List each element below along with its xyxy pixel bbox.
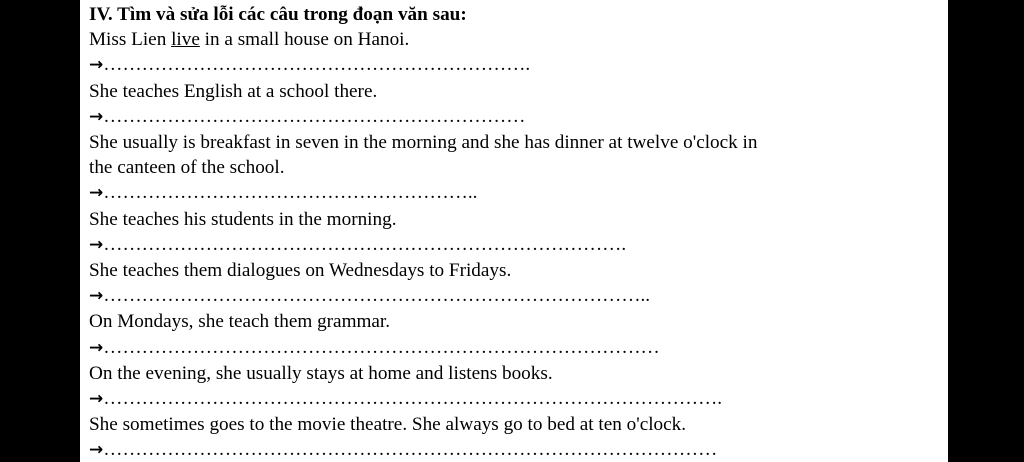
- sentence-2: She teaches English at a school there.: [89, 80, 378, 102]
- sentence-8: She sometimes goes to the movie theatre. She always go to bed at ten o'clock.: [89, 414, 687, 436]
- arrow-icon: →: [89, 286, 104, 307]
- document-page: [80, 0, 948, 462]
- arrow-icon: →: [89, 183, 104, 204]
- answer-blank-3[interactable]: …………………………………………………..: [103, 182, 478, 204]
- answer-blank-5[interactable]: …………………………………………………………………………..: [103, 285, 651, 307]
- answer-blank-2[interactable]: …………………………………………………………: [103, 105, 526, 127]
- sentence-7: On the evening, she usually stays at home and listens books.: [89, 362, 553, 384]
- sentence-3-line-1: She usually is breakfast in seven in the morning and she has dinner at twelve o'clock in: [89, 132, 758, 154]
- sentence-1-before: Miss Lien: [89, 29, 172, 51]
- arrow-icon: →: [89, 234, 104, 255]
- arrow-icon: →: [89, 106, 104, 127]
- answer-line-7: [89, 386, 757, 412]
- answer-blank-6[interactable]: ……………………………………………………………………………: [103, 336, 660, 358]
- sentence-4: She teaches his students in the morning.: [89, 208, 397, 230]
- sentence-3-line-2: the canteen of the school.: [89, 157, 285, 179]
- sentence-5: She teaches them dialogues on Wednesdays to Fridays.: [89, 260, 512, 282]
- answer-blank-8[interactable]: ……………………………………………………………………………………: [103, 439, 718, 461]
- exercise-heading: IV. Tìm và sửa lỗi các câu trong đoạn văn sau:: [89, 4, 467, 25]
- arrow-icon: →: [89, 440, 104, 461]
- answer-blank-7[interactable]: …………………………………………………………………………………….: [103, 388, 723, 410]
- answer-line-3: [89, 180, 757, 206]
- sentence-6: On Mondays, she teach them grammar.: [89, 311, 391, 333]
- answer-blank-1[interactable]: ………………………………………………………….: [103, 54, 531, 76]
- answer-line-6: [89, 335, 757, 361]
- answer-line-1: [89, 52, 757, 78]
- underlined-word: live: [171, 29, 200, 51]
- answer-line-2: [89, 104, 757, 130]
- worksheet-content: [89, 2, 757, 462]
- sentence-1: [89, 27, 757, 52]
- answer-blank-4[interactable]: ……………………………………………………………………….: [103, 233, 627, 255]
- arrow-icon: →: [89, 55, 104, 76]
- answer-line-5: [89, 283, 757, 309]
- arrow-icon: →: [89, 337, 104, 358]
- sentence-1-after: in a small house on Hanoi.: [199, 29, 410, 51]
- answer-line-4: [89, 232, 757, 258]
- arrow-icon: →: [89, 389, 104, 410]
- answer-line-8: [89, 437, 757, 462]
